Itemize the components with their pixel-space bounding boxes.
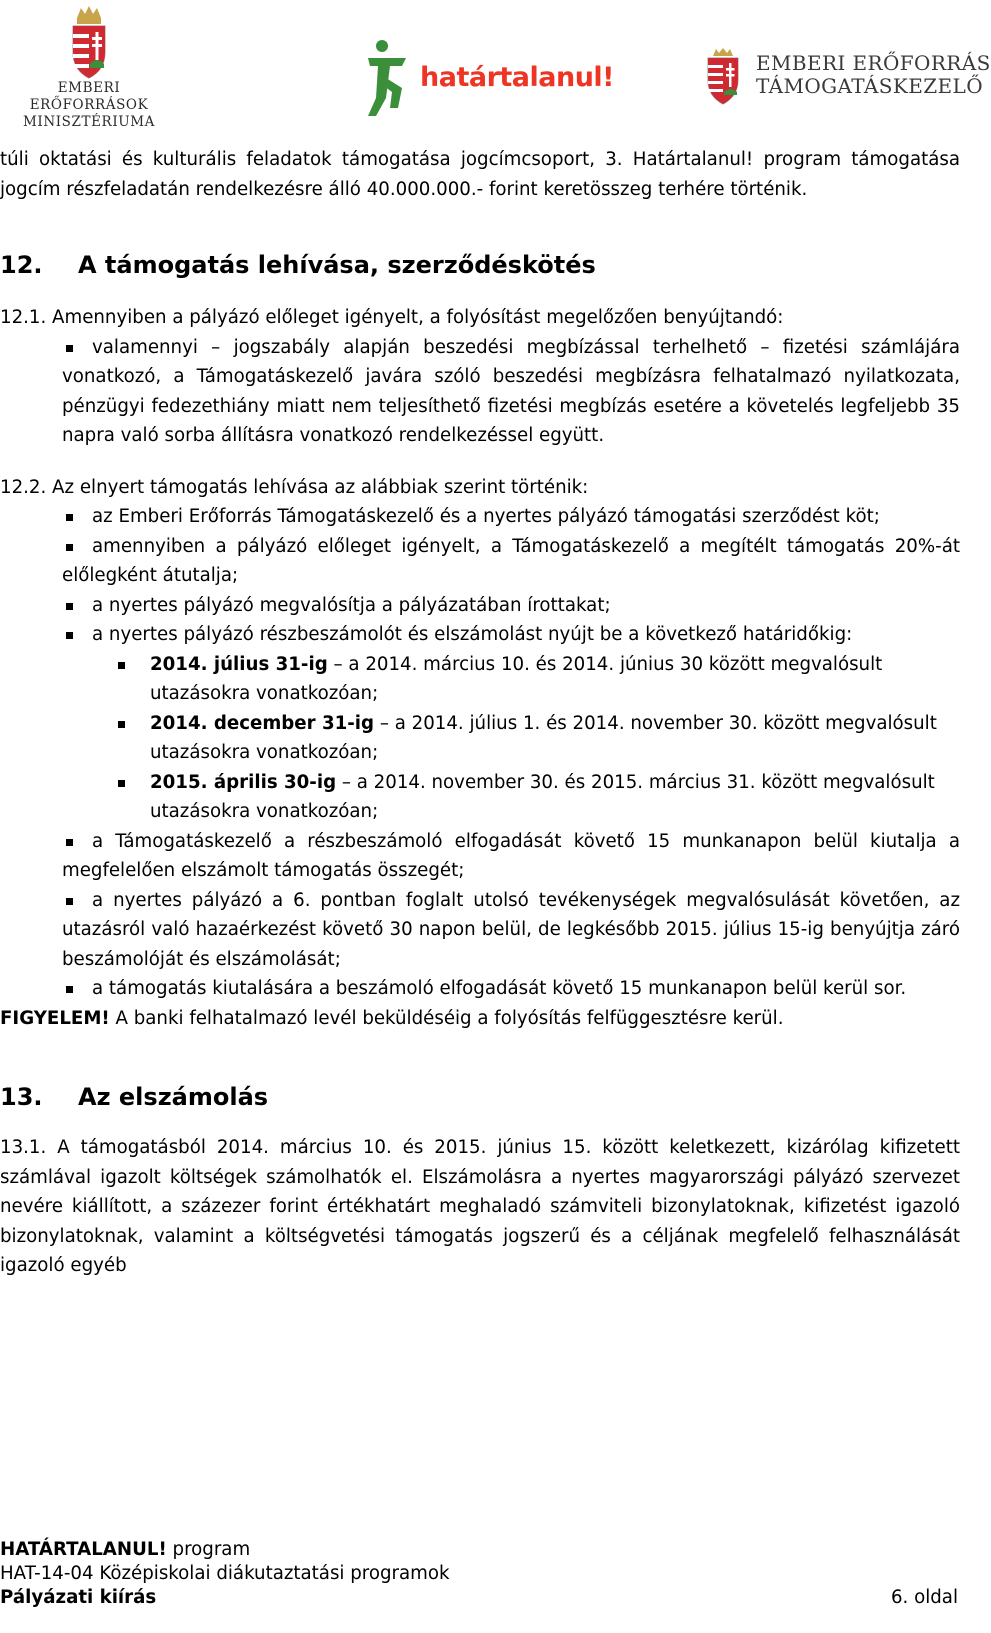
footer-program-suffix: program xyxy=(166,1539,251,1560)
paragraph-12-1: 12.1. Amennyiben a pályázó előleget igényelt, a folyósítást megelőzően benyújtandó: xyxy=(0,307,784,328)
section-13-number: 13. xyxy=(0,1083,43,1111)
deadline-item xyxy=(0,650,960,709)
bullet-icon xyxy=(66,514,73,521)
paragraph-13-1: 13.1. A támogatásból 2014. március 10. és 2015. június 15. között keletkezett, kizárólag kifizetett számlával igazolt költségek számolhatók el. Elszámolásra a nyertes magyarországi pályázó szervezet nevére kiállított, a százezer forint értékhatárt meghaladó számviteli bizonylatoknak, kifizetést igazoló bizonylatoknak, valamint a költségvetési támogatás jogszerű és a céljának megfelelő felhasználását igazoló egyéb xyxy=(0,1137,960,1276)
coat-of-arms-icon xyxy=(59,4,119,80)
tamogataskezelo-line2: TÁMOGATÁSKEZELŐ xyxy=(756,74,983,98)
list-item xyxy=(0,532,960,591)
list-item-text: a nyertes pályázó megvalósítja a pályázatában írottakat; xyxy=(92,594,611,616)
warning-paragraph xyxy=(0,1004,960,1034)
list-item-text: a nyertes pályázó a 6. pontban foglalt utolsó tevékenységek megvalósulását követően, az utazásról való hazaérkezést követő 30 napon belül, de legkésőbb 2015. július 15-ig benyújtja záró beszámolóját és elszámolását; xyxy=(62,889,960,970)
footer-document-type xyxy=(0,1586,960,1610)
bullet-icon xyxy=(66,345,73,352)
section-12-heading xyxy=(0,249,960,281)
tamogataskezelo-logo xyxy=(700,48,991,108)
deadline-date: 2014. július 31-ig xyxy=(150,653,328,675)
list-item xyxy=(0,827,960,886)
hatartalanul-logo xyxy=(362,38,614,122)
footer-program xyxy=(0,1538,960,1562)
bullet-icon xyxy=(118,662,125,669)
ministry-logo-line2: MINISZTÉRIUMA xyxy=(22,114,156,130)
page-number: 6. oldal xyxy=(890,1587,958,1608)
intro-paragraph: túli oktatási és kulturális feladatok támogatása jogcímcsoport, 3. Határtalanul! program támogatása jogcím részfeladatán rendelkezésre álló 40.000.000.- forint keretösszeg terhére történik. xyxy=(0,149,960,200)
list-item xyxy=(0,886,960,975)
bullet-icon xyxy=(118,721,125,728)
hatartalanul-logo-text: határtalanul! xyxy=(420,62,614,93)
bullet-icon xyxy=(66,603,73,610)
list-item-text: a támogatás kiutalására a beszámoló elfogadását követő 15 munkanapon belül kerül sor. xyxy=(92,978,907,999)
bullet-icon xyxy=(66,898,73,905)
bullet-icon xyxy=(66,986,73,993)
deadline-date: 2014. december 31-ig xyxy=(150,712,375,734)
footer-code: HAT-14-04 Középiskolai diákutaztatási programok xyxy=(0,1563,450,1584)
deadline-date: 2015. április 30-ig xyxy=(150,771,337,793)
ministry-logo-line1: EMBERI ERŐFORRÁSOK xyxy=(29,80,149,113)
tamogataskezelo-line1: EMBERI ERŐFORRÁS xyxy=(756,51,991,75)
deadline-text: – a 2014. július 1. és 2014. november 30. között megvalósult utazásokra vonatkozóan; xyxy=(150,712,937,763)
page-footer xyxy=(0,1538,960,1610)
list-item xyxy=(0,974,960,1004)
tamogataskezelo-logo-text xyxy=(756,52,991,98)
list-item xyxy=(0,591,960,621)
bullet-icon xyxy=(66,632,73,639)
deadline-text: – a 2014. március 10. és 2014. június 30 között megvalósult utazásokra vonatkozóan; xyxy=(150,653,883,704)
section-12-title: A támogatás lehívása, szerződéskötés xyxy=(78,251,596,279)
list-item xyxy=(0,333,960,451)
bullet-icon xyxy=(66,544,73,551)
footer-program-name: HATÁRTALANUL! xyxy=(0,1539,167,1560)
list-item-text: a Támogatáskezelő a részbeszámoló elfogadását követő 15 munkanapon belül kiutalja a megfelelően elszámolt támogatás összegét; xyxy=(62,830,960,881)
list-item xyxy=(0,620,960,650)
bullet-icon xyxy=(66,839,73,846)
list-item-text: az Emberi Erőforrás Támogatáskezelő és a nyertes pályázó támogatási szerződést köt; xyxy=(92,506,880,527)
paragraph-12-2: 12.2. Az elnyert támogatás lehívása az alábbiak szerint történik: xyxy=(0,476,589,498)
section-13-title: Az elszámolás xyxy=(78,1083,269,1111)
deadline-item xyxy=(0,709,960,768)
section-13-heading xyxy=(0,1081,960,1113)
list-item-text: valamennyi – jogszabály alapján beszedési megbízással terhelhető – fizetési számlájára vonatkozó, a Támogatáskezelő javára szóló beszedési megbízásra felhatalmazó nyilatkozata, pénzügyi fedezethiány miatt nem teljesíthető fizetési megbízás esetére a követelés legfeljebb 35 napra való sorba állításra vonatkozó rendelkezéssel együtt. xyxy=(62,336,960,446)
page-header xyxy=(0,0,991,130)
bullet-icon xyxy=(118,780,125,787)
footer-document-title: Pályázati kiírás xyxy=(0,1587,157,1608)
document-body xyxy=(0,145,960,1281)
list-item-text: a nyertes pályázó részbeszámolót és elszámolást nyújt be a következő határidőkig: xyxy=(92,624,853,645)
crest-icon xyxy=(700,48,746,106)
list-item xyxy=(0,502,960,532)
list-item-text: amennyiben a pályázó előleget igényelt, a Támogatáskezelő a megítélt támogatás 20%-át előlegként átutalja; xyxy=(62,535,960,586)
deadline-item xyxy=(0,768,960,827)
person-runner-icon xyxy=(362,38,426,118)
warning-text: A banki felhatalmazó levél beküldéséig a folyósítás felfüggesztésre kerül. xyxy=(109,1007,784,1029)
ministry-logo xyxy=(4,4,174,130)
warning-label: FIGYELEM! xyxy=(0,1007,110,1029)
deadline-text: – a 2014. november 30. és 2015. március 31. között megvalósult utazásokra vonatkozóan; xyxy=(150,771,935,822)
section-12-number: 12. xyxy=(0,251,43,279)
